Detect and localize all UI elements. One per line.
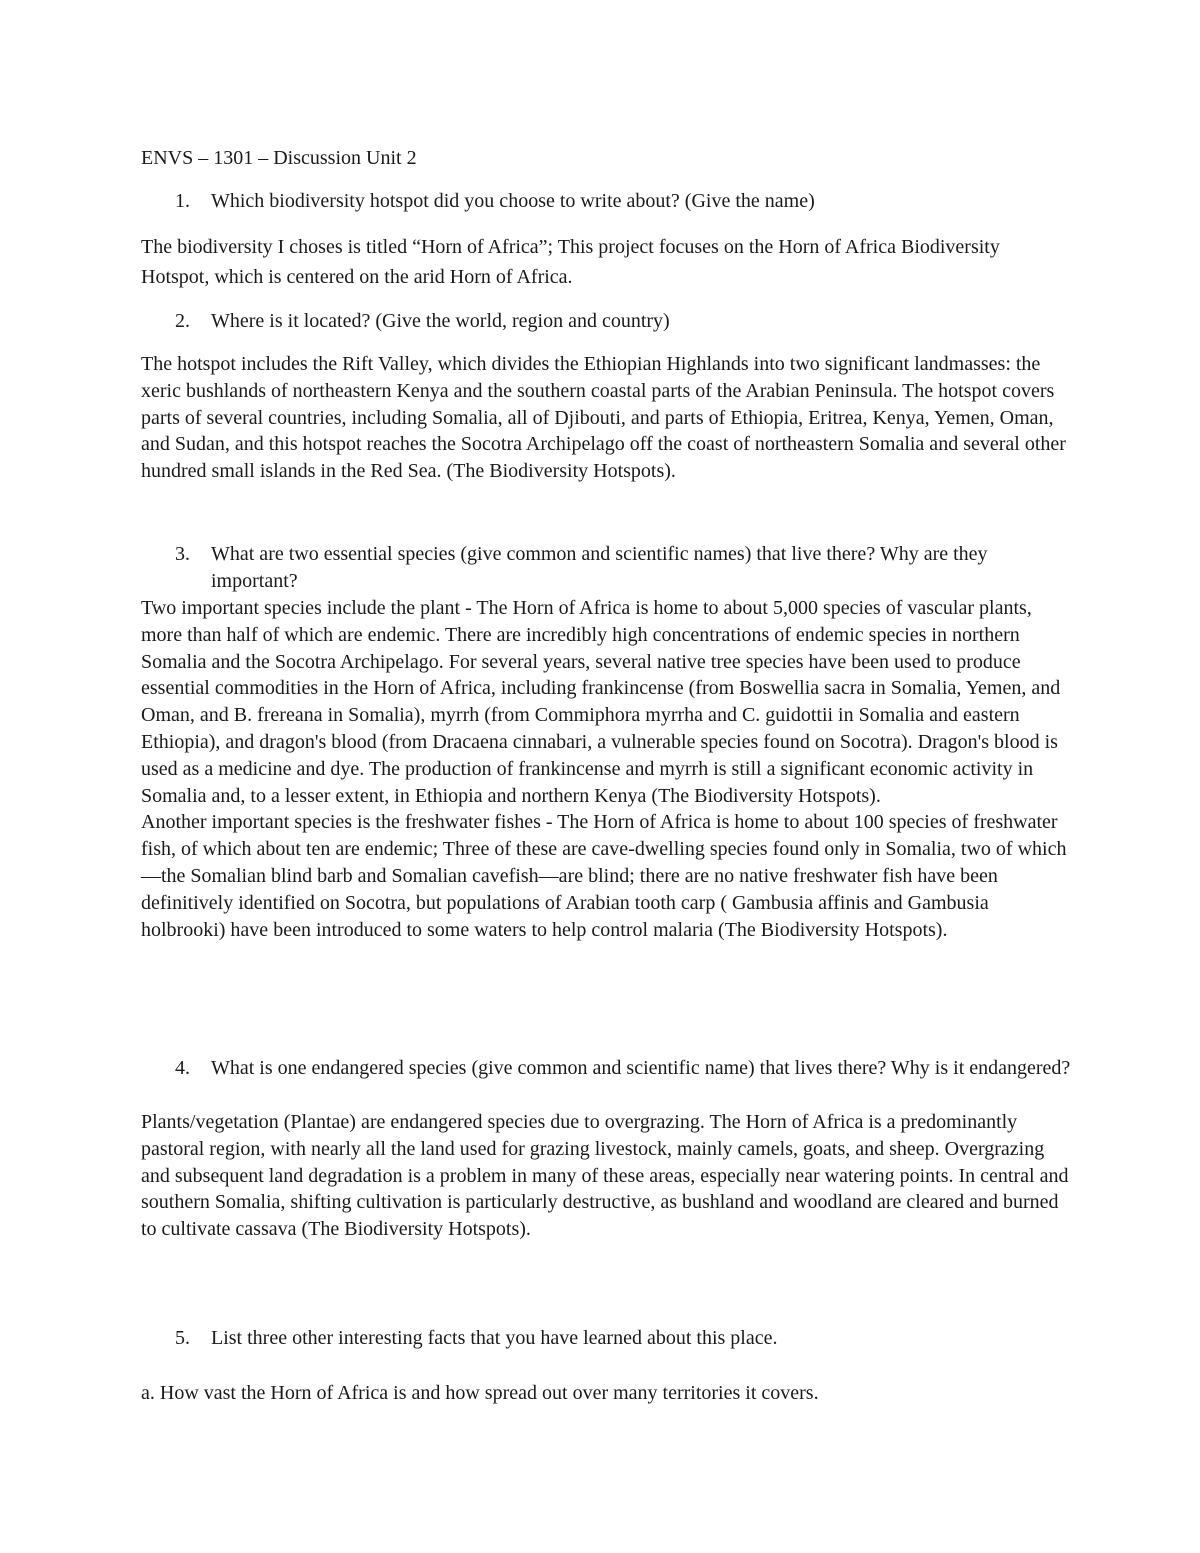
answer-3-paragraph-2: Another important species is the freshwater fishes - The Horn of Africa is home to about 100 species of freshwater fish, of which about ten are endemic; Three of these are cave-dwelling species found only in Somalia, two of which—the Somalian blind barb and Somalian cavefish—are blind; there are no native freshwater fish have been definitively identified on Socotra, but populations of Arabian tooth carp ( Gambusia affinis and Gambusia holbrooki) have been introduced to some waters to help control malaria (The Biodiversity Hotspots). <box>141 811 1067 941</box>
document-title: ENVS – 1301 – Discussion Unit 2 <box>141 147 417 169</box>
answer-3-paragraph-1: Two important species include the plant - The Horn of Africa is home to about 5,000 species of vascular plants, more than half of which are endemic. There are incredibly high concentrations of endemic species in northern Somalia and the Socotra Archipelago. For several years, several native tree species have been used to produce essential commodities in the Horn of Africa, including frankincense (from Boswellia sacra in Somalia, Yemen, and Oman, and B. frereana in Somalia), myrrh (from Commiphora myrrha and C. guidottii in Somalia and eastern Ethiopia), and dragon's blood (from Dracaena cinnabari, a vulnerable species found on Socotra). Dragon's blood is used as a medicine and dye. The production of frankincense and myrrh is still a significant economic activity in Somalia and, to a lesser extent, in Ethiopia and northern Kenya (The Biodiversity Hotspots). <box>141 597 1061 807</box>
answer-5: a. How vast the Horn of Africa is and how spread out over many territories it covers. <box>141 1382 819 1404</box>
question-text: List three other interesting facts that you have learned about this place. <box>211 1327 778 1349</box>
question-number: 1. <box>175 190 190 212</box>
question-number: 4. <box>175 1057 190 1079</box>
answer-2: The hotspot includes the Rift Valley, which divides the Ethiopian Highlands into two significant landmasses: the xeric bushlands of northeastern Kenya and the southern coastal parts of the Arabian Peninsula. The hotspot covers parts of several countries, including Somalia, all of Djibouti, and parts of Ethiopia, Eritrea, Kenya, Yemen, Oman, and Sudan, and this hotspot reaches the Socotra Archipelago off the coast of northeastern Somalia and several other hundred small islands in the Red Sea. (The Biodiversity Hotspots). <box>141 353 1066 483</box>
question-text: Which biodiversity hotspot did you choose to write about? (Give the name) <box>211 190 815 212</box>
question-text: Where is it located? (Give the world, region and country) <box>211 310 670 332</box>
question-number: 2. <box>175 310 190 332</box>
question-number: 5. <box>175 1327 190 1349</box>
question-text: What are two essential species (give common and scientific names) that live there? Why are they important? <box>211 543 988 592</box>
answer-3 <box>141 595 1071 943</box>
question-text: What is one endangered species (give common and scientific name) that lives there? Why is it endangered? <box>211 1057 1071 1079</box>
answer-1: The biodiversity I choses is titled “Horn of Africa”; This project focuses on the Horn of Africa Biodiversity Hotspot, which is centered on the arid Horn of Africa. <box>141 236 1000 288</box>
question-number: 3. <box>175 543 190 565</box>
answer-4: Plants/vegetation (Plantae) are endangered species due to overgrazing. The Horn of Africa is a predominantly pastoral region, with nearly all the land used for grazing livestock, mainly camels, goats, and sheep. Overgrazing and subsequent land degradation is a problem in many of these areas, especially near watering points. In central and southern Somalia, shifting cultivation is particularly destructive, as bushland and woodland are cleared and burned to cultivate cassava (The Biodiversity Hotspots). <box>141 1111 1069 1241</box>
